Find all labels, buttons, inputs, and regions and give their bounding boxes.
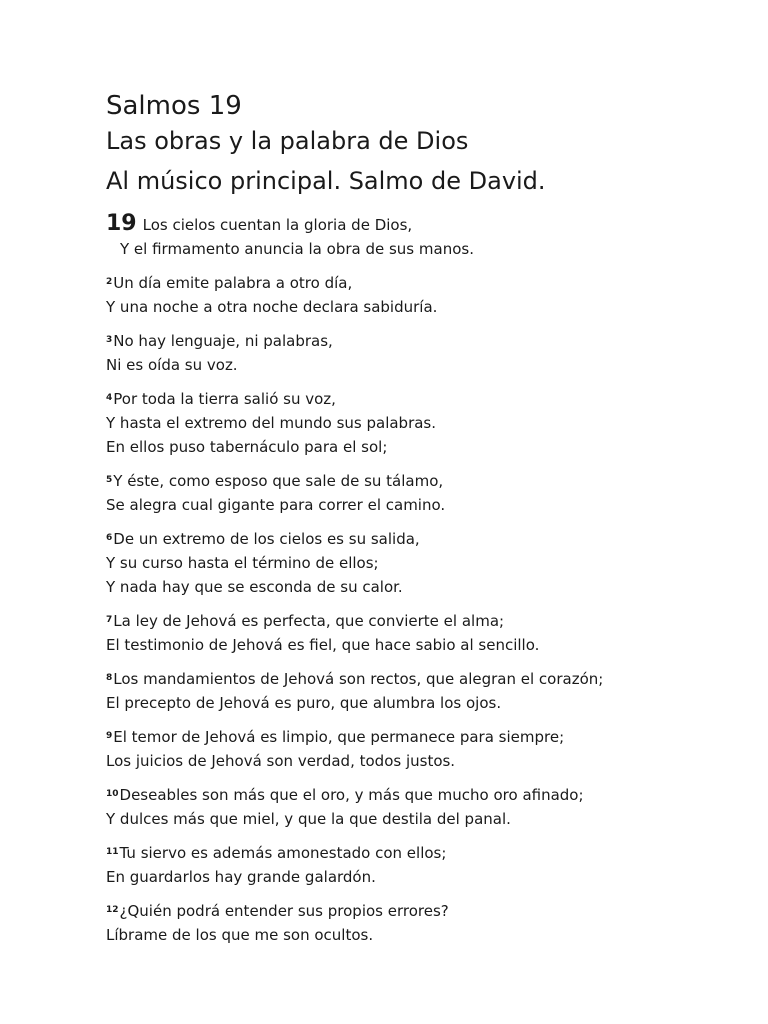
verse-4 — [106, 386, 726, 459]
verse-line: Y hasta el extremo del mundo sus palabras. — [106, 414, 437, 432]
verse-text: No hay lenguaje, ni palabras, — [113, 332, 333, 350]
verse-line: Se alegra cual gigante para correr el camino. — [106, 496, 446, 514]
verse-text: Los mandamientos de Jehová son rectos, que alegran el corazón; — [113, 670, 604, 688]
verse-6 — [106, 526, 726, 599]
verse-text: La ley de Jehová es perfecta, que convierte el alma; — [113, 612, 505, 630]
verse-line: Y una noche a otra noche declara sabiduría. — [106, 298, 438, 316]
verse-number: 10 — [106, 789, 119, 799]
verse-line: El testimonio de Jehová es fiel, que hace sabio al sencillo. — [106, 636, 540, 654]
verse-text: Por toda la tierra salió su voz, — [113, 390, 336, 408]
verse-text: Deseables son más que el oro, y más que mucho oro afinado; — [119, 786, 584, 804]
verse-text: Los cielos cuentan la gloria de Dios, — [142, 216, 413, 234]
psalm-subtitle: Las obras y la palabra de Dios — [106, 127, 469, 155]
verse-2 — [106, 270, 726, 319]
verse-line — [106, 898, 726, 923]
verse-line — [106, 608, 726, 633]
verse-text: ¿Quién podrá entender sus propios errores? — [119, 902, 449, 920]
verse-9 — [106, 724, 726, 773]
verse-line — [106, 270, 726, 295]
verse-3 — [106, 328, 726, 377]
verse-line — [106, 840, 726, 865]
verse-line: Y su curso hasta el término de ellos; — [106, 554, 379, 572]
verse-1 — [106, 212, 726, 261]
verse-11 — [106, 840, 726, 889]
verse-7 — [106, 608, 726, 657]
verse-line: En ellos puso tabernáculo para el sol; — [106, 438, 388, 456]
verse-text: De un extremo de los cielos es su salida, — [113, 530, 420, 548]
verse-line — [106, 468, 726, 493]
verse-number: 3 — [106, 335, 113, 345]
verse-text: Un día emite palabra a otro día, — [113, 274, 353, 292]
verse-line — [106, 328, 726, 353]
verse-number: 7 — [106, 615, 113, 625]
verse-12 — [106, 898, 726, 947]
verse-line — [106, 724, 726, 749]
verse-line: Los juicios de Jehová son verdad, todos justos. — [106, 752, 456, 770]
verse-10 — [106, 782, 726, 831]
verse-line — [106, 666, 726, 691]
document-page — [106, 88, 726, 956]
verse-line: El precepto de Jehová es puro, que alumbra los ojos. — [106, 694, 502, 712]
verse-line: Y dulces más que miel, y que la que destila del panal. — [106, 810, 511, 828]
verse-text: Tu siervo es además amonestado con ellos; — [119, 844, 447, 862]
verse-line: En guardarlos hay grande galardón. — [106, 868, 376, 886]
chapter-number: 19 — [106, 211, 137, 236]
verse-number: 4 — [106, 393, 113, 403]
verse-5 — [106, 468, 726, 517]
verse-number: 2 — [106, 277, 113, 287]
verse-number: 11 — [106, 847, 119, 857]
verse-8 — [106, 666, 726, 715]
verse-text: Y éste, como esposo que sale de su tálamo, — [113, 472, 444, 490]
verse-line: Ni es oída su voz. — [106, 356, 238, 374]
verse-line — [106, 386, 726, 411]
verse-number: 12 — [106, 905, 119, 915]
verse-number: 5 — [106, 475, 113, 485]
verse-number: 9 — [106, 731, 113, 741]
verse-line — [106, 212, 726, 237]
verse-line: Líbrame de los que me son ocultos. — [106, 926, 374, 944]
verse-list — [106, 212, 726, 947]
verse-line — [106, 526, 726, 551]
verse-number: 8 — [106, 673, 113, 683]
book-title: Salmos 19 — [106, 91, 242, 121]
verse-number: 6 — [106, 533, 113, 543]
verse-text: El temor de Jehová es limpio, que permanece para siempre; — [113, 728, 565, 746]
verse-line: Y nada hay que se esconda de su calor. — [106, 578, 403, 596]
psalm-superscription: Al músico principal. Salmo de David. — [106, 167, 546, 195]
verse-line: Y el firmamento anuncia la obra de sus manos. — [120, 240, 474, 258]
verse-line — [106, 782, 726, 807]
